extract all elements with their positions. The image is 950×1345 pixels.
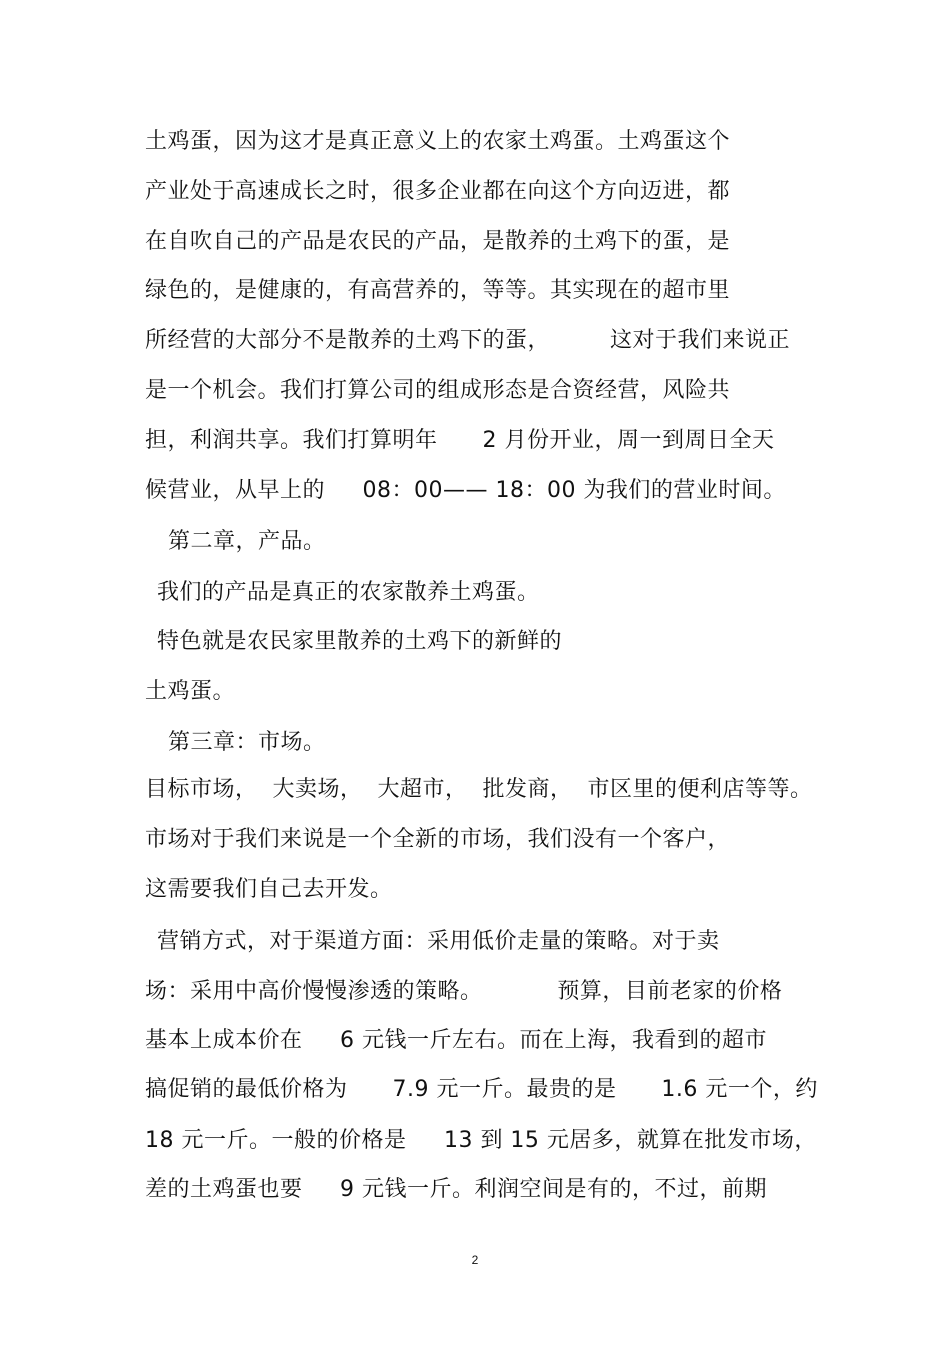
page-number: 2 (471, 1253, 479, 1267)
chapter-heading: 第三章：市场。 (168, 730, 326, 755)
text-line: 绿色的，是健康的，有高营养的，等等。其实现在的超市里 (145, 278, 731, 303)
chapter-heading: 第二章，产品。 (168, 529, 326, 554)
text-line: 营销方式，对于渠道方面：采用低价走量的策略。对于卖 (157, 929, 720, 954)
text-line: 这需要我们自己去开发。 (145, 877, 393, 902)
text-line: 场：采用中高价慢慢渗透的策略。 预算，目前老家的价格 (145, 979, 783, 1004)
text-line: 18 元一斤。一般的价格是 13 到 15 元居多，就算在批发市场， (145, 1128, 817, 1153)
text-line: 差的土鸡蛋也要 9 元钱一斤。利润空间是有的，不过，前期 (145, 1177, 767, 1202)
text-line: 我们的产品是真正的农家散养土鸡蛋。 (157, 580, 540, 605)
text-line: 特色就是农民家里散养的土鸡下的新鲜的 (157, 629, 563, 654)
text-line: 候营业，从早上的 08：00—— 18：00 为我们的营业时间。 (145, 478, 786, 503)
text-line: 市场对于我们来说是一个全新的市场，我们没有一个客户， (145, 827, 731, 852)
text-line: 基本上成本价在 6 元钱一斤左右。而在上海，我看到的超市 (145, 1028, 767, 1053)
text-line: 土鸡蛋，因为这才是真正意义上的农家土鸡蛋。土鸡蛋这个 (145, 129, 731, 154)
text-line: 是一个机会。我们打算公司的组成形态是合资经营，风险共 (145, 378, 731, 403)
text-line: 在自吹自己的产品是农民的产品，是散养的土鸡下的蛋，是 (145, 229, 731, 254)
text-line: 土鸡蛋。 (145, 679, 236, 704)
text-line: 担，利润共享。我们打算明年 2 月份开业，周一到周日全天 (145, 428, 775, 453)
text-line: 产业处于高速成长之时，很多企业都在向这个方向迈进，都 (145, 179, 731, 204)
text-line: 所经营的大部分不是散养的土鸡下的蛋， 这对于我们来说正 (145, 328, 790, 353)
text-line: 搞促销的最低价格为 7.9 元一斤。最贵的是 1.6 元一个，约 (145, 1077, 818, 1102)
text-line: 目标市场， 大卖场， 大超市， 批发商， 市区里的便利店等等。 (145, 777, 813, 802)
